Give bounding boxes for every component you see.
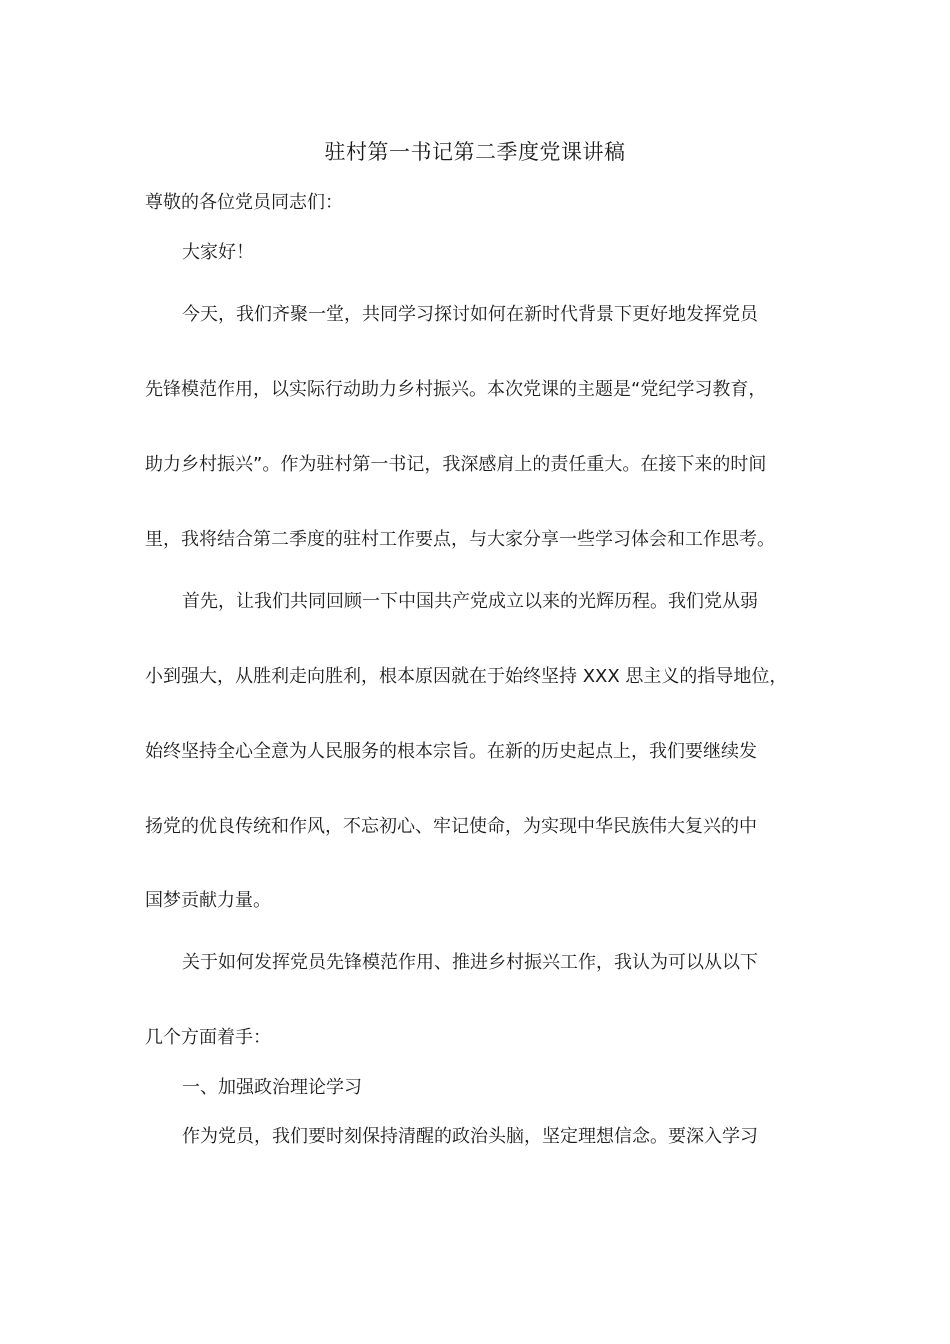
paragraph-line: 里，我将结合第二季度的驻村工作要点，与大家分享一些学习体会和工作思考。 xyxy=(145,529,775,550)
paragraph-line: 扬党的优良传统和作风，不忘初心、牢记使命，为实现中华民族伟大复兴的中 xyxy=(145,816,757,837)
paragraph-line: 先锋模范作用，以实际行动助力乡村振兴。本次党课的主题是“党纪学习教育， xyxy=(145,379,767,400)
paragraph-line: 作为党员，我们要时刻保持清醒的政治头脑，坚定理想信念。要深入学习 xyxy=(182,1126,758,1147)
paragraph-line: 今天，我们齐聚一堂，共同学习探讨如何在新时代背景下更好地发挥党员 xyxy=(182,304,758,325)
paragraph-line: 关于如何发挥党员先锋模范作用、推进乡村振兴工作，我认为可以从以下 xyxy=(182,952,758,973)
paragraph-line: 助力乡村振兴”。作为驻村第一书记，我深感肩上的责任重大。在接下来的时间 xyxy=(145,454,767,475)
paragraph-line: 几个方面着手： xyxy=(145,1027,271,1048)
salutation-line: 尊敬的各位党员同志们： xyxy=(145,192,343,213)
paragraph-line: 小到强大，从胜利走向胜利，根本原因就在于始终坚持 XXX 思主义的指导地位， xyxy=(145,666,788,687)
paragraph-line: 国梦贡献力量。 xyxy=(145,890,271,911)
paragraph-line: 首先，让我们共同回顾一下中国共产党成立以来的光辉历程。我们党从弱 xyxy=(182,591,758,612)
greeting-line: 大家好！ xyxy=(182,242,254,263)
paragraph-line: 始终坚持全心全意为人民服务的根本宗旨。在新的历史起点上，我们要继续发 xyxy=(145,741,757,762)
document-title: 驻村第一书记第二季度党课讲稿 xyxy=(324,140,626,164)
section-heading: 一、加强政治理论学习 xyxy=(182,1077,362,1098)
